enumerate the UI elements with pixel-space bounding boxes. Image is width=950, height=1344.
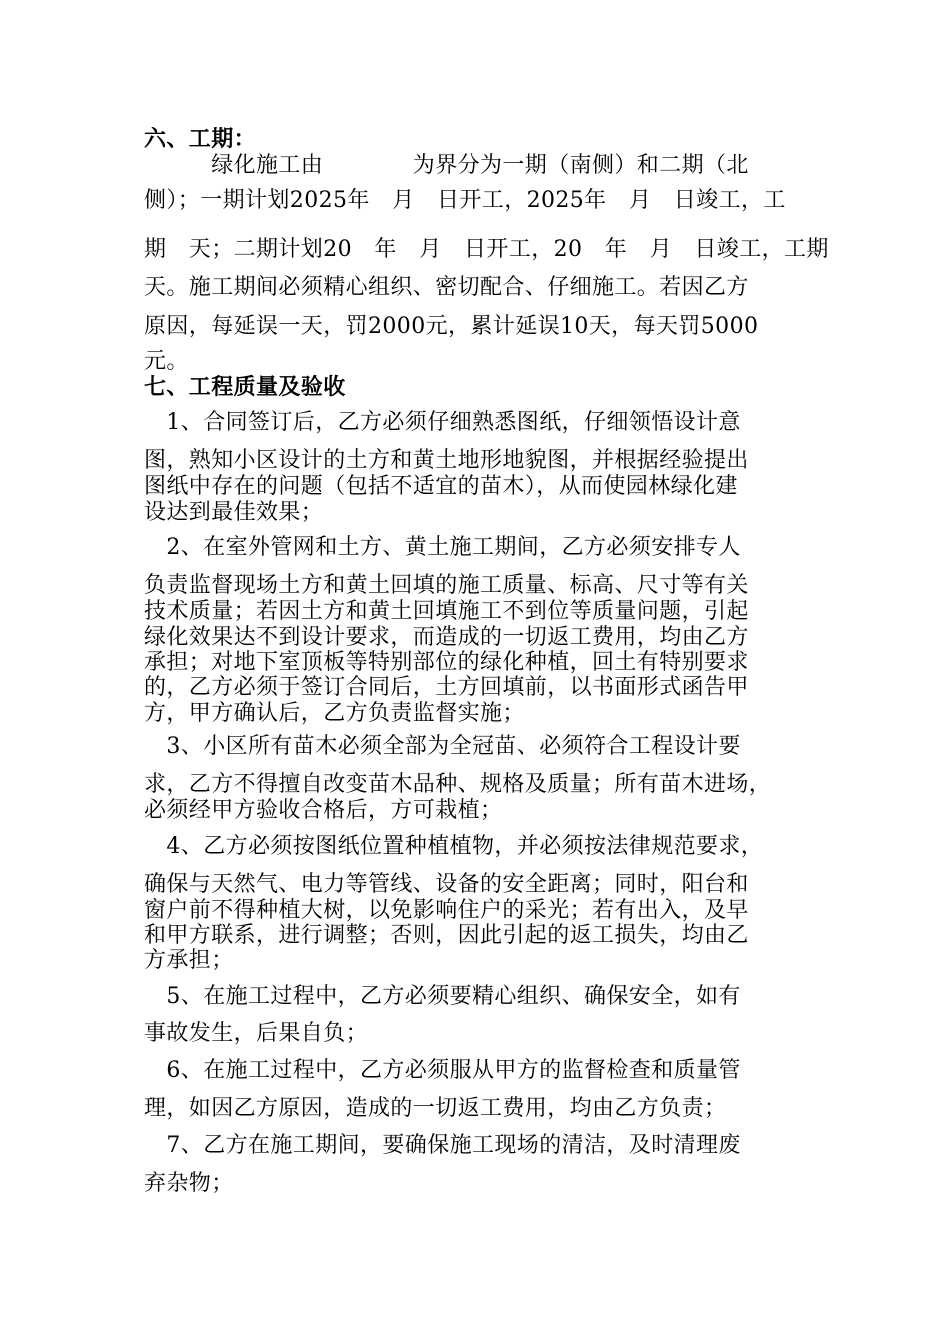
section-7-line: 和甲方联系，进行调整；否则，因此引起的返工损失，均由乙 (144, 923, 749, 948)
section-6-line: 天。施工期间必须精心组织、密切配合、仔细施工。若因乙方 (144, 275, 749, 300)
section-7-line: 2、在室外管网和土方、黄土施工期间，乙方必须安排专人 (144, 535, 741, 560)
section-7-heading: 七、工程质量及验收 (144, 374, 346, 400)
section-6-heading: 六、工期： (144, 126, 257, 152)
section-7-line: 绿化效果达不到设计要求，而造成的一切返工费用，均由乙方 (144, 625, 749, 650)
section-7-line: 负责监督现场土方和黄土回填的施工质量、标高、尺寸等有关 (144, 573, 749, 598)
section-7-line: 理，如因乙方原因，造成的一切返工费用，均由乙方负责； (144, 1096, 727, 1121)
section-7-line: 窗户前不得种植大树，以免影响住户的采光；若有出入，及早 (144, 898, 749, 923)
section-7-line: 承担；对地下室顶板等特别部位的绿化种植，回土有特别要求 (144, 650, 749, 675)
section-6-line: 元。 (144, 349, 189, 374)
section-7-line: 1、合同签订后，乙方必须仔细熟悉图纸，仔细领悟设计意 (144, 410, 741, 435)
section-7-line: 必须经甲方验收合格后，方可栽植； (144, 798, 503, 823)
section-7-line: 6、在施工过程中，乙方必须服从甲方的监督检查和质量管 (144, 1058, 741, 1083)
section-7-line: 3、小区所有苗木必须全部为全冠苗、必须符合工程设计要 (144, 734, 741, 759)
section-7-line: 求，乙方不得擅自改变苗木品种、规格及质量；所有苗木进场， (144, 772, 772, 797)
section-7-line: 图纸中存在的问题（包括不适宜的苗木），从而使园林绿化建 (144, 474, 738, 499)
section-7-line: 4、乙方必须按图纸位置种植植物，并必须按法律规范要求， (144, 834, 764, 859)
section-6-line: 侧）；一期计划2025年 月 日开工，2025年 月 日竣工，工 (144, 188, 786, 213)
section-7-line: 方承担； (144, 948, 234, 973)
section-7-line: 的，乙方必须于签订合同后，土方回填前，以书面形式函告甲 (144, 675, 749, 700)
section-7-line: 5、在施工过程中，乙方必须要精心组织、确保安全，如有 (144, 984, 741, 1009)
section-7-line: 设达到最佳效果； (144, 500, 324, 525)
section-7-line: 方，甲方确认后，乙方负责监督实施； (144, 701, 525, 726)
section-6-line: 绿化施工由 为界分为一期（南侧）和二期（北 (144, 153, 749, 178)
section-7-line: 技术质量；若因土方和黄土回填施工不到位等质量问题，引起 (144, 599, 749, 624)
section-7-line: 确保与天然气、电力等管线、设备的安全距离；同时，阳台和 (144, 872, 749, 897)
section-7-line: 事故发生，后果自负； (144, 1021, 369, 1046)
section-6-line: 期 天；二期计划20 年 月 日开工，20 年 月 日竣工，工期 (144, 237, 829, 262)
section-7-line: 弃杂物； (144, 1171, 234, 1196)
section-6-line: 原因，每延误一天，罚2000元，累计延误10天，每天罚5000 (144, 314, 759, 339)
section-7-line: 7、乙方在施工期间，要确保施工现场的清洁，及时清理废 (144, 1133, 741, 1158)
section-7-line: 图，熟知小区设计的土方和黄土地形地貌图，并根据经验提出 (144, 448, 749, 473)
